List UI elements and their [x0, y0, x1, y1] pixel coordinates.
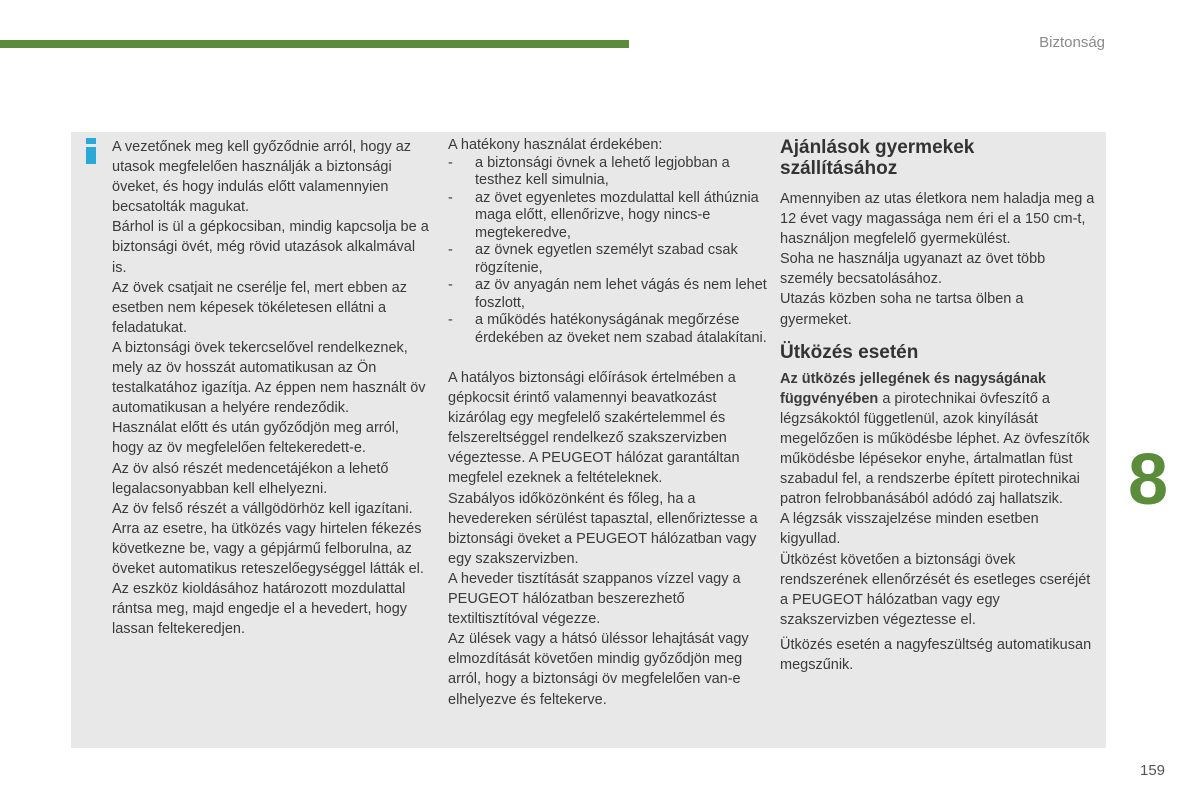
paragraph: Szabályos időközönként és főleg, ha a hevedereken sérülést tapasztal, ellenőriztesse a biztonsági öveket a PEUGEOT hálózatban vagy egy szakszervizben. — [448, 490, 758, 567]
list-item: - az övnek egyetlen személyt szabad csak rögzítenie, — [448, 242, 738, 276]
column-left — [112, 137, 432, 639]
paragraph: A biztonsági övek tekercselővel rendelkeznek, mely az öv hosszát automatikusan az Ön testalkatához igazítja. Az éppen nem használt öv automatikusan a helyére rendeződik. — [112, 339, 426, 417]
emphasis-text: Az ütközés jellegének és nagyságának függvényében — [780, 370, 1046, 407]
heading-children-transport: Ajánlások gyermekek szállításához — [780, 137, 975, 179]
paragraph: Utazás közben soha ne tartsa ölben a gyermeket. — [780, 291, 1024, 328]
page-number: 159 — [1140, 762, 1166, 779]
chapter-number: 8 — [1128, 440, 1169, 520]
list-intro: A hatékony használat érdekében: — [448, 137, 663, 153]
list-item: - a működés hatékonyságának megőrzése érdekében az öveket nem szabad átalakítani. — [448, 312, 767, 346]
column-middle — [448, 137, 768, 710]
list-item: - a biztonsági övnek a lehető legjobban a testhez kell simulnia, — [448, 154, 730, 188]
paragraph: A vezetőnek meg kell győződnie arról, hogy az utasok megfelelően használják a biztonsági öveket, és hogy indulás előtt valamennyien becsatolták magukat. — [112, 139, 412, 216]
paragraph-text: a pirotechnikai övfeszítő a légzsákoktól függetlenül, azok kinyílását megelőzően is működésbe léphet. Az övfeszítők működésbe lépésekor enyhe, ártalmatlan füst szabadul fel, a rendszerbe épített pirotechnikai patron felrobbanásából adódó zaj hallatszik. — [780, 390, 1090, 508]
heading-crash: Ütközés esetén — [780, 341, 919, 363]
paragraph: Bárhol is ül a gépkocsiban, mindig kapcsolja be a biztonsági övét, még rövid utazások alkalmával is. — [112, 219, 429, 276]
column-right — [780, 137, 1096, 675]
list-item: - az övet egyenletes mozdulattal kell áthúznia maga előtt, ellenőrizve, hogy nincs-e megtekeredve, — [448, 189, 759, 241]
paragraph: Arra az esetre, ha ütközés vagy hirtelen fékezés következne be, vagy a gépjármű felborulna, az öveket automatikus reteszelőegységgel látták el. Az eszköz kioldásához határozott mozdulattal rántsa meg, majd engedje el a hevedert, hogy lassan feltekeredjen. — [112, 520, 424, 638]
list-item: - az öv anyagán nem lehet vágás és nem lehet foszlott, — [448, 277, 767, 311]
paragraph: Az övek csatjait ne cserélje fel, mert ebben az esetben nem képesek tökéletesen ellátni a feladatukat. — [112, 279, 407, 336]
paragraph: Az öv alsó részét medencetájékon a lehető legalacsonyabban kell elhelyezni. — [112, 460, 389, 497]
paragraph: Az öv felső részét a vállgödörhöz kell igazítani. — [112, 500, 413, 517]
header-accent-bar — [0, 40, 629, 48]
paragraph: Használat előtt és után győződjön meg arról, hogy az öv megfelelően feltekeredett-e. — [112, 420, 399, 457]
usage-list — [448, 155, 768, 348]
paragraph: Az ülések vagy a hátsó üléssor lehajtását vagy elmozdítását követően mindig győződjön meg arról, hogy a biztonsági öv megfelelően van-e elhelyezve és feltekerve. — [448, 631, 749, 708]
paragraph: A heveder tisztítását szappanos vízzel vagy a PEUGEOT hálózatban beszerezhető textiltisztítóval végezze. — [448, 570, 741, 628]
paragraph: Amennyiben az utas életkora nem haladja meg a 12 évet vagy magassága nem éri el a 150 cm-t, használjon megfelelő gyermekülést. — [780, 191, 1095, 248]
info-icon — [84, 136, 98, 164]
paragraph — [780, 369, 1096, 510]
paragraph: Ütközés esetén a nagyfeszültség automatikusan megszűnik. — [780, 636, 1092, 673]
paragraph: A légzsák visszajelzése minden esetben kigyullad. — [780, 511, 1039, 548]
paragraph: Soha ne használja ugyanazt az övet több személy becsatolásához. — [780, 251, 1046, 288]
section-title: Biztonság — [1039, 34, 1105, 51]
paragraph: A hatályos biztonsági előírások értelmében a gépkocsit érintő valamennyi beavatkozást kizárólag egy megfelelő szakértelemmel és felszereltséggel rendelkező szakszervizben végeztesse. A PEUGEOT hálózat garantáltan megfelel ezeknek a feltételeknek. — [448, 370, 740, 487]
paragraph: Ütközést követően a biztonsági övek rendszerének ellenőrzését és esetleges cseréjét a PEUGEOT hálózatban vagy egy szakszervizben végeztesse el. — [780, 551, 1091, 628]
